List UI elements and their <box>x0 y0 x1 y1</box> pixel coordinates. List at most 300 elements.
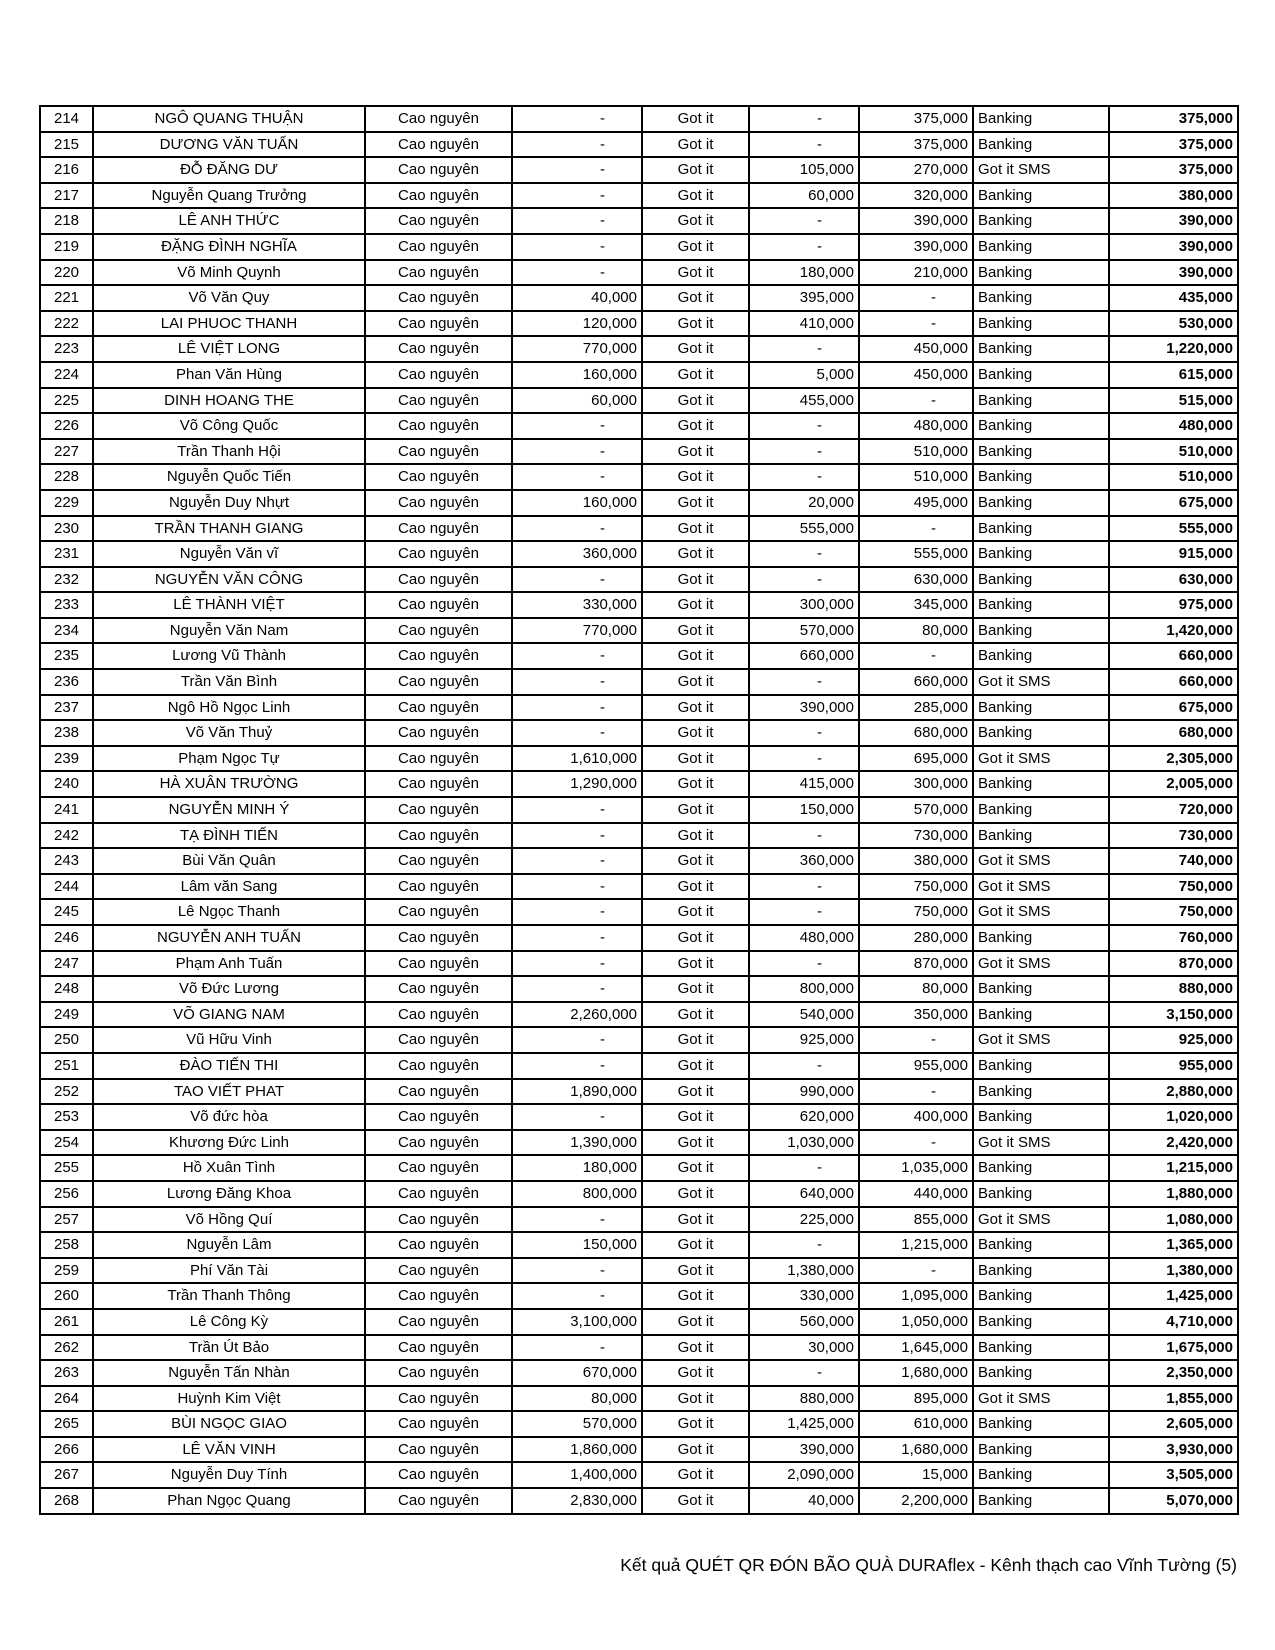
cell-row-number: 230 <box>40 516 93 542</box>
cell-payment-method: Banking <box>973 567 1109 593</box>
cell-row-number: 263 <box>40 1360 93 1386</box>
cell-name: Trần Thanh Thông <box>93 1283 365 1309</box>
cell-status: Got it <box>642 413 749 439</box>
cell-total: 2,605,000 <box>1109 1411 1238 1437</box>
cell-region: Cao nguyên <box>365 1411 512 1437</box>
cell-row-number: 267 <box>40 1462 93 1488</box>
cell-amount-3: 1,680,000 <box>859 1437 973 1463</box>
cell-amount-3: 375,000 <box>859 132 973 158</box>
cell-region: Cao nguyên <box>365 976 512 1002</box>
cell-region: Cao nguyên <box>365 848 512 874</box>
table-row <box>40 183 1238 209</box>
cell-row-number: 217 <box>40 183 93 209</box>
cell-total: 2,005,000 <box>1109 771 1238 797</box>
cell-payment-method: Banking <box>973 1437 1109 1463</box>
cell-region: Cao nguyên <box>365 1027 512 1053</box>
cell-payment-method: Got it SMS <box>973 157 1109 183</box>
cell-name: Phạm Anh Tuấn <box>93 951 365 977</box>
table-row <box>40 771 1238 797</box>
cell-status: Got it <box>642 311 749 337</box>
cell-total: 1,215,000 <box>1109 1155 1238 1181</box>
cell-amount-2: 455,000 <box>749 388 859 414</box>
table-row <box>40 951 1238 977</box>
cell-payment-method: Got it SMS <box>973 848 1109 874</box>
cell-amount-3: - <box>859 285 973 311</box>
cell-row-number: 233 <box>40 592 93 618</box>
results-table <box>39 105 1239 1515</box>
cell-row-number: 224 <box>40 362 93 388</box>
cell-name: Nguyễn Duy Nhựt <box>93 490 365 516</box>
cell-row-number: 259 <box>40 1258 93 1284</box>
cell-status: Got it <box>642 1232 749 1258</box>
table-row <box>40 1283 1238 1309</box>
cell-total: 1,675,000 <box>1109 1335 1238 1361</box>
cell-total: 390,000 <box>1109 260 1238 286</box>
cell-name: Hồ Xuân Tình <box>93 1155 365 1181</box>
cell-payment-method: Banking <box>973 1002 1109 1028</box>
cell-payment-method: Banking <box>973 413 1109 439</box>
table-row <box>40 1335 1238 1361</box>
cell-status: Got it <box>642 1335 749 1361</box>
cell-total: 1,080,000 <box>1109 1207 1238 1233</box>
table-row <box>40 132 1238 158</box>
cell-amount-1: - <box>512 976 642 1002</box>
cell-region: Cao nguyên <box>365 285 512 311</box>
cell-amount-1: - <box>512 106 642 132</box>
cell-name: Nguyễn Văn vĩ <box>93 541 365 567</box>
table-row <box>40 1411 1238 1437</box>
cell-name: ĐẶNG ĐÌNH NGHĨA <box>93 234 365 260</box>
cell-amount-2: 180,000 <box>749 260 859 286</box>
table-row <box>40 1309 1238 1335</box>
table-row <box>40 1258 1238 1284</box>
cell-total: 5,070,000 <box>1109 1488 1238 1514</box>
cell-payment-method: Banking <box>973 490 1109 516</box>
cell-amount-1: - <box>512 1027 642 1053</box>
cell-payment-method: Got it SMS <box>973 951 1109 977</box>
cell-amount-2: 1,030,000 <box>749 1130 859 1156</box>
cell-amount-1: - <box>512 643 642 669</box>
table-row <box>40 1181 1238 1207</box>
cell-total: 510,000 <box>1109 439 1238 465</box>
table-row <box>40 1207 1238 1233</box>
cell-name: Khương Đức Linh <box>93 1130 365 1156</box>
cell-status: Got it <box>642 157 749 183</box>
cell-status: Got it <box>642 464 749 490</box>
cell-region: Cao nguyên <box>365 260 512 286</box>
cell-total: 720,000 <box>1109 797 1238 823</box>
cell-amount-1: 2,260,000 <box>512 1002 642 1028</box>
cell-payment-method: Banking <box>973 1155 1109 1181</box>
cell-amount-1: 160,000 <box>512 362 642 388</box>
cell-status: Got it <box>642 106 749 132</box>
cell-status: Got it <box>642 848 749 874</box>
cell-total: 660,000 <box>1109 669 1238 695</box>
cell-amount-1: - <box>512 925 642 951</box>
cell-amount-3: - <box>859 388 973 414</box>
cell-amount-2: - <box>749 106 859 132</box>
cell-amount-1: - <box>512 1335 642 1361</box>
cell-amount-2: 1,380,000 <box>749 1258 859 1284</box>
cell-total: 480,000 <box>1109 413 1238 439</box>
cell-amount-2: 390,000 <box>749 695 859 721</box>
cell-amount-1: 80,000 <box>512 1386 642 1412</box>
cell-status: Got it <box>642 516 749 542</box>
cell-name: LÊ VIỆT LONG <box>93 336 365 362</box>
cell-payment-method: Got it SMS <box>973 1027 1109 1053</box>
cell-amount-1: - <box>512 720 642 746</box>
cell-amount-1: 120,000 <box>512 311 642 337</box>
cell-name: ĐỖ ĐĂNG DƯ <box>93 157 365 183</box>
cell-row-number: 231 <box>40 541 93 567</box>
cell-total: 955,000 <box>1109 1053 1238 1079</box>
table-row <box>40 592 1238 618</box>
table-row <box>40 388 1238 414</box>
cell-amount-1: 670,000 <box>512 1360 642 1386</box>
cell-name: Võ Hồng Quí <box>93 1207 365 1233</box>
cell-payment-method: Banking <box>973 1488 1109 1514</box>
cell-total: 380,000 <box>1109 183 1238 209</box>
cell-amount-3: 345,000 <box>859 592 973 618</box>
table-row <box>40 1488 1238 1514</box>
cell-row-number: 221 <box>40 285 93 311</box>
cell-amount-2: 40,000 <box>749 1488 859 1514</box>
cell-row-number: 254 <box>40 1130 93 1156</box>
table-row <box>40 899 1238 925</box>
cell-total: 390,000 <box>1109 208 1238 234</box>
cell-region: Cao nguyên <box>365 720 512 746</box>
cell-amount-3: 380,000 <box>859 848 973 874</box>
cell-payment-method: Banking <box>973 976 1109 1002</box>
table-row <box>40 362 1238 388</box>
cell-total: 975,000 <box>1109 592 1238 618</box>
cell-name: Võ Minh Quynh <box>93 260 365 286</box>
cell-total: 675,000 <box>1109 695 1238 721</box>
cell-status: Got it <box>642 1386 749 1412</box>
table-row <box>40 285 1238 311</box>
cell-payment-method: Banking <box>973 336 1109 362</box>
cell-region: Cao nguyên <box>365 874 512 900</box>
cell-total: 615,000 <box>1109 362 1238 388</box>
cell-payment-method: Banking <box>973 771 1109 797</box>
cell-status: Got it <box>642 976 749 1002</box>
cell-status: Got it <box>642 336 749 362</box>
cell-total: 925,000 <box>1109 1027 1238 1053</box>
cell-name: Lương Đăng Khoa <box>93 1181 365 1207</box>
cell-region: Cao nguyên <box>365 643 512 669</box>
cell-amount-3: - <box>859 1027 973 1053</box>
cell-amount-3: 2,200,000 <box>859 1488 973 1514</box>
cell-row-number: 248 <box>40 976 93 1002</box>
cell-amount-3: 695,000 <box>859 746 973 772</box>
cell-total: 870,000 <box>1109 951 1238 977</box>
cell-region: Cao nguyên <box>365 208 512 234</box>
table-row <box>40 1053 1238 1079</box>
cell-amount-3: 320,000 <box>859 183 973 209</box>
cell-name: NGÔ QUANG THUẬN <box>93 106 365 132</box>
cell-amount-1: 1,390,000 <box>512 1130 642 1156</box>
cell-amount-3: 660,000 <box>859 669 973 695</box>
cell-region: Cao nguyên <box>365 490 512 516</box>
cell-total: 740,000 <box>1109 848 1238 874</box>
cell-total: 1,420,000 <box>1109 618 1238 644</box>
cell-payment-method: Banking <box>973 1258 1109 1284</box>
cell-status: Got it <box>642 899 749 925</box>
cell-row-number: 232 <box>40 567 93 593</box>
cell-amount-1: - <box>512 260 642 286</box>
cell-amount-2: 925,000 <box>749 1027 859 1053</box>
cell-region: Cao nguyên <box>365 1207 512 1233</box>
cell-amount-3: 630,000 <box>859 567 973 593</box>
cell-status: Got it <box>642 1027 749 1053</box>
cell-name: LÊ ANH THỨC <box>93 208 365 234</box>
cell-name: HÀ XUÂN TRƯỜNG <box>93 771 365 797</box>
cell-status: Got it <box>642 1309 749 1335</box>
cell-name: Nguyễn Quốc Tiến <box>93 464 365 490</box>
table-row <box>40 336 1238 362</box>
cell-amount-1: - <box>512 1053 642 1079</box>
cell-name: Huỳnh Kim Việt <box>93 1386 365 1412</box>
cell-amount-1: - <box>512 874 642 900</box>
table-row <box>40 1104 1238 1130</box>
cell-total: 3,930,000 <box>1109 1437 1238 1463</box>
cell-row-number: 242 <box>40 823 93 849</box>
cell-payment-method: Banking <box>973 1053 1109 1079</box>
cell-row-number: 218 <box>40 208 93 234</box>
cell-row-number: 241 <box>40 797 93 823</box>
cell-amount-1: 1,890,000 <box>512 1079 642 1105</box>
cell-name: BÙI NGỌC GIAO <box>93 1411 365 1437</box>
cell-amount-2: - <box>749 1155 859 1181</box>
cell-amount-1: - <box>512 516 642 542</box>
table-row <box>40 848 1238 874</box>
cell-row-number: 265 <box>40 1411 93 1437</box>
cell-total: 375,000 <box>1109 106 1238 132</box>
cell-payment-method: Banking <box>973 1335 1109 1361</box>
cell-amount-1: - <box>512 1283 642 1309</box>
cell-amount-2: 390,000 <box>749 1437 859 1463</box>
cell-name: Trần Thanh Hội <box>93 439 365 465</box>
cell-status: Got it <box>642 183 749 209</box>
table-row <box>40 260 1238 286</box>
cell-payment-method: Banking <box>973 618 1109 644</box>
table-row <box>40 823 1238 849</box>
cell-amount-3: 80,000 <box>859 618 973 644</box>
cell-amount-3: 495,000 <box>859 490 973 516</box>
cell-amount-3: 300,000 <box>859 771 973 797</box>
cell-amount-2: - <box>749 439 859 465</box>
cell-amount-2: - <box>749 951 859 977</box>
cell-payment-method: Banking <box>973 208 1109 234</box>
cell-amount-1: 1,290,000 <box>512 771 642 797</box>
cell-amount-2: - <box>749 874 859 900</box>
cell-row-number: 236 <box>40 669 93 695</box>
cell-row-number: 229 <box>40 490 93 516</box>
table-row <box>40 1360 1238 1386</box>
cell-amount-1: - <box>512 797 642 823</box>
cell-status: Got it <box>642 567 749 593</box>
cell-amount-1: - <box>512 464 642 490</box>
cell-amount-3: 955,000 <box>859 1053 973 1079</box>
cell-total: 530,000 <box>1109 311 1238 337</box>
cell-amount-2: 360,000 <box>749 848 859 874</box>
cell-total: 880,000 <box>1109 976 1238 1002</box>
table-row <box>40 643 1238 669</box>
cell-payment-method: Got it SMS <box>973 1386 1109 1412</box>
cell-amount-3: 510,000 <box>859 464 973 490</box>
cell-amount-2: 560,000 <box>749 1309 859 1335</box>
cell-region: Cao nguyên <box>365 1053 512 1079</box>
cell-row-number: 262 <box>40 1335 93 1361</box>
cell-total: 1,880,000 <box>1109 1181 1238 1207</box>
cell-payment-method: Banking <box>973 695 1109 721</box>
cell-region: Cao nguyên <box>365 388 512 414</box>
cell-status: Got it <box>642 771 749 797</box>
cell-amount-2: 225,000 <box>749 1207 859 1233</box>
cell-amount-1: 570,000 <box>512 1411 642 1437</box>
cell-row-number: 247 <box>40 951 93 977</box>
table-row <box>40 567 1238 593</box>
cell-region: Cao nguyên <box>365 1309 512 1335</box>
table-row <box>40 695 1238 721</box>
cell-amount-3: 210,000 <box>859 260 973 286</box>
cell-region: Cao nguyên <box>365 823 512 849</box>
cell-name: Võ Văn Thuỷ <box>93 720 365 746</box>
cell-name: Võ đức hòa <box>93 1104 365 1130</box>
cell-region: Cao nguyên <box>365 362 512 388</box>
table-row <box>40 439 1238 465</box>
cell-total: 2,420,000 <box>1109 1130 1238 1156</box>
cell-status: Got it <box>642 1437 749 1463</box>
cell-region: Cao nguyên <box>365 439 512 465</box>
cell-amount-1: 150,000 <box>512 1232 642 1258</box>
table-row <box>40 1462 1238 1488</box>
cell-payment-method: Banking <box>973 925 1109 951</box>
table-row <box>40 1027 1238 1053</box>
cell-amount-1: - <box>512 132 642 158</box>
cell-total: 915,000 <box>1109 541 1238 567</box>
cell-amount-1: 360,000 <box>512 541 642 567</box>
cell-total: 1,380,000 <box>1109 1258 1238 1284</box>
cell-payment-method: Banking <box>973 541 1109 567</box>
cell-name: DƯƠNG VĂN TUẤN <box>93 132 365 158</box>
cell-total: 660,000 <box>1109 643 1238 669</box>
cell-row-number: 250 <box>40 1027 93 1053</box>
cell-amount-3: - <box>859 311 973 337</box>
cell-amount-3: 1,035,000 <box>859 1155 973 1181</box>
cell-row-number: 252 <box>40 1079 93 1105</box>
cell-total: 2,350,000 <box>1109 1360 1238 1386</box>
cell-total: 1,365,000 <box>1109 1232 1238 1258</box>
cell-amount-2: 570,000 <box>749 618 859 644</box>
cell-payment-method: Banking <box>973 1462 1109 1488</box>
cell-region: Cao nguyên <box>365 132 512 158</box>
cell-amount-2: 990,000 <box>749 1079 859 1105</box>
cell-amount-2: 540,000 <box>749 1002 859 1028</box>
table-row <box>40 874 1238 900</box>
cell-row-number: 237 <box>40 695 93 721</box>
cell-amount-1: - <box>512 848 642 874</box>
cell-row-number: 243 <box>40 848 93 874</box>
cell-name: Phạm Ngọc Tự <box>93 746 365 772</box>
cell-amount-1: 3,100,000 <box>512 1309 642 1335</box>
cell-region: Cao nguyên <box>365 746 512 772</box>
cell-amount-3: 80,000 <box>859 976 973 1002</box>
cell-amount-1: 770,000 <box>512 618 642 644</box>
table-row <box>40 464 1238 490</box>
cell-name: Trần Út Bảo <box>93 1335 365 1361</box>
cell-region: Cao nguyên <box>365 336 512 362</box>
cell-row-number: 226 <box>40 413 93 439</box>
cell-amount-2: 410,000 <box>749 311 859 337</box>
cell-payment-method: Banking <box>973 183 1109 209</box>
table-row <box>40 490 1238 516</box>
cell-amount-2: - <box>749 746 859 772</box>
cell-name: TẠ ĐÌNH TIẾN <box>93 823 365 849</box>
cell-payment-method: Banking <box>973 234 1109 260</box>
cell-amount-2: 2,090,000 <box>749 1462 859 1488</box>
cell-amount-2: 880,000 <box>749 1386 859 1412</box>
table-row <box>40 925 1238 951</box>
cell-status: Got it <box>642 1411 749 1437</box>
cell-total: 435,000 <box>1109 285 1238 311</box>
cell-amount-3: 15,000 <box>859 1462 973 1488</box>
cell-amount-2: 300,000 <box>749 592 859 618</box>
table-row <box>40 413 1238 439</box>
cell-status: Got it <box>642 1462 749 1488</box>
cell-amount-3: 730,000 <box>859 823 973 849</box>
cell-status: Got it <box>642 720 749 746</box>
cell-total: 2,305,000 <box>1109 746 1238 772</box>
cell-total: 4,710,000 <box>1109 1309 1238 1335</box>
cell-payment-method: Banking <box>973 1360 1109 1386</box>
cell-name: Võ Đức Lương <box>93 976 365 1002</box>
cell-amount-3: 1,645,000 <box>859 1335 973 1361</box>
cell-amount-1: - <box>512 669 642 695</box>
cell-payment-method: Got it SMS <box>973 746 1109 772</box>
cell-status: Got it <box>642 1155 749 1181</box>
cell-status: Got it <box>642 490 749 516</box>
cell-row-number: 234 <box>40 618 93 644</box>
cell-amount-1: 40,000 <box>512 285 642 311</box>
cell-amount-1: - <box>512 823 642 849</box>
cell-total: 760,000 <box>1109 925 1238 951</box>
cell-payment-method: Got it SMS <box>973 899 1109 925</box>
cell-amount-1: - <box>512 439 642 465</box>
table-row <box>40 106 1238 132</box>
table-body <box>40 106 1238 1514</box>
cell-status: Got it <box>642 1130 749 1156</box>
cell-row-number: 256 <box>40 1181 93 1207</box>
cell-amount-2: 480,000 <box>749 925 859 951</box>
table-row <box>40 1437 1238 1463</box>
cell-amount-3: 390,000 <box>859 234 973 260</box>
cell-status: Got it <box>642 1079 749 1105</box>
cell-total: 515,000 <box>1109 388 1238 414</box>
cell-status: Got it <box>642 541 749 567</box>
cell-total: 730,000 <box>1109 823 1238 849</box>
cell-amount-3: 450,000 <box>859 362 973 388</box>
cell-region: Cao nguyên <box>365 1386 512 1412</box>
cell-payment-method: Banking <box>973 1104 1109 1130</box>
cell-status: Got it <box>642 439 749 465</box>
cell-amount-1: 2,830,000 <box>512 1488 642 1514</box>
cell-amount-2: 150,000 <box>749 797 859 823</box>
cell-amount-3: 400,000 <box>859 1104 973 1130</box>
cell-payment-method: Got it SMS <box>973 1130 1109 1156</box>
table-row <box>40 157 1238 183</box>
cell-name: Lê Công Kỳ <box>93 1309 365 1335</box>
